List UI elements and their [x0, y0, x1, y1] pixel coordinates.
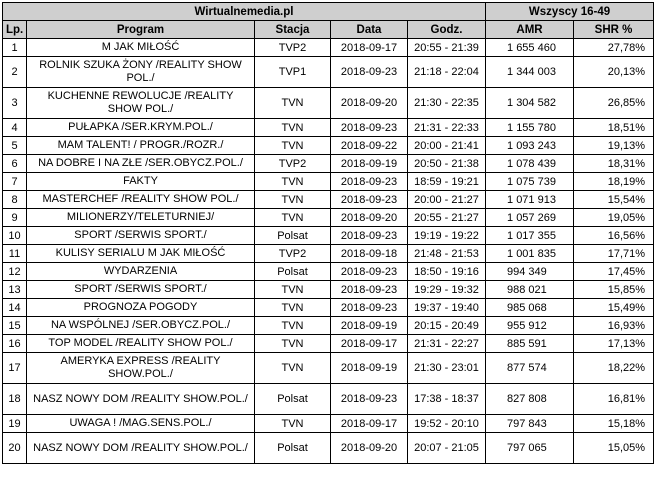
cell-shr: 19,13%: [574, 137, 654, 155]
cell-godz: 20:55 - 21:39: [408, 39, 486, 57]
cell-program: NASZ NOWY DOM /REALITY SHOW.POL./: [27, 384, 255, 415]
cell-amr: 1 078 439: [486, 155, 574, 173]
cell-program: TOP MODEL /REALITY SHOW POL./: [27, 335, 255, 353]
cell-godz: 20:50 - 21:38: [408, 155, 486, 173]
cell-godz: 21:18 - 22:04: [408, 57, 486, 88]
table-row: [3, 137, 654, 155]
cell-data: 2018-09-23: [331, 299, 408, 317]
cell-data: 2018-09-23: [331, 57, 408, 88]
cell-data: 2018-09-23: [331, 384, 408, 415]
cell-amr: 1 304 582: [486, 88, 574, 119]
cell-amr: 1 071 913: [486, 191, 574, 209]
cell-stacja: TVP1: [255, 57, 331, 88]
cell-data: 2018-09-19: [331, 155, 408, 173]
column-header-godz: Godz.: [408, 21, 486, 39]
table-row: [3, 317, 654, 335]
table-row: [3, 173, 654, 191]
table-row: [3, 191, 654, 209]
cell-lp: 18: [3, 384, 27, 415]
cell-lp: 20: [3, 433, 27, 464]
cell-shr: 15,85%: [574, 281, 654, 299]
cell-data: 2018-09-18: [331, 245, 408, 263]
cell-stacja: Polsat: [255, 384, 331, 415]
cell-lp: 16: [3, 335, 27, 353]
cell-lp: 8: [3, 191, 27, 209]
cell-data: 2018-09-23: [331, 281, 408, 299]
cell-shr: 15,18%: [574, 415, 654, 433]
cell-amr: 1 093 243: [486, 137, 574, 155]
cell-program: PROGNOZA POGODY: [27, 299, 255, 317]
cell-lp: 6: [3, 155, 27, 173]
cell-stacja: TVN: [255, 173, 331, 191]
table-header-source: Wirtualnemedia.pl: [3, 3, 486, 21]
cell-amr: 827 808: [486, 384, 574, 415]
cell-godz: 20:00 - 21:27: [408, 191, 486, 209]
cell-stacja: TVN: [255, 353, 331, 384]
cell-program: SPORT /SERWIS SPORT./: [27, 281, 255, 299]
table-row: [3, 39, 654, 57]
cell-lp: 1: [3, 39, 27, 57]
cell-stacja: TVN: [255, 137, 331, 155]
cell-godz: 21:31 - 22:33: [408, 119, 486, 137]
cell-data: 2018-09-17: [331, 39, 408, 57]
cell-stacja: Polsat: [255, 433, 331, 464]
table-header-target: Wszyscy 16-49: [486, 3, 654, 21]
cell-amr: 994 349: [486, 263, 574, 281]
cell-lp: 4: [3, 119, 27, 137]
cell-amr: 1 017 355: [486, 227, 574, 245]
column-header-lp: Lp.: [3, 21, 27, 39]
cell-stacja: TVN: [255, 119, 331, 137]
cell-stacja: TVP2: [255, 39, 331, 57]
cell-stacja: TVN: [255, 415, 331, 433]
cell-godz: 19:19 - 19:22: [408, 227, 486, 245]
table-row: [3, 245, 654, 263]
table-row: [3, 433, 654, 464]
cell-amr: 877 574: [486, 353, 574, 384]
cell-shr: 18,19%: [574, 173, 654, 191]
cell-shr: 18,31%: [574, 155, 654, 173]
cell-program: FAKTY: [27, 173, 255, 191]
cell-shr: 17,71%: [574, 245, 654, 263]
cell-stacja: TVN: [255, 317, 331, 335]
cell-lp: 13: [3, 281, 27, 299]
cell-data: 2018-09-20: [331, 433, 408, 464]
column-header-amr: AMR: [486, 21, 574, 39]
cell-program: NA DOBRE I NA ZŁE /SER.OBYCZ.POL./: [27, 155, 255, 173]
cell-stacja: TVP2: [255, 245, 331, 263]
cell-data: 2018-09-23: [331, 227, 408, 245]
cell-data: 2018-09-23: [331, 191, 408, 209]
column-header-shr: SHR %: [574, 21, 654, 39]
cell-shr: 26,85%: [574, 88, 654, 119]
cell-amr: 1 155 780: [486, 119, 574, 137]
cell-amr: 955 912: [486, 317, 574, 335]
cell-program: NASZ NOWY DOM /REALITY SHOW.POL./: [27, 433, 255, 464]
ratings-table: [2, 2, 654, 464]
cell-data: 2018-09-17: [331, 335, 408, 353]
cell-shr: 27,78%: [574, 39, 654, 57]
cell-shr: 19,05%: [574, 209, 654, 227]
cell-lp: 2: [3, 57, 27, 88]
cell-godz: 20:55 - 21:27: [408, 209, 486, 227]
table-row: [3, 299, 654, 317]
cell-data: 2018-09-19: [331, 353, 408, 384]
cell-shr: 20,13%: [574, 57, 654, 88]
cell-stacja: TVN: [255, 335, 331, 353]
table-row: [3, 335, 654, 353]
cell-amr: 1 344 003: [486, 57, 574, 88]
table-row: [3, 155, 654, 173]
cell-lp: 7: [3, 173, 27, 191]
cell-lp: 10: [3, 227, 27, 245]
cell-stacja: TVP2: [255, 155, 331, 173]
cell-program: UWAGA ! /MAG.SENS.POL./: [27, 415, 255, 433]
cell-data: 2018-09-20: [331, 88, 408, 119]
cell-data: 2018-09-23: [331, 173, 408, 191]
table-row: [3, 281, 654, 299]
cell-amr: 1 001 835: [486, 245, 574, 263]
table-row: [3, 88, 654, 119]
column-header-data: Data: [331, 21, 408, 39]
cell-godz: 18:59 - 19:21: [408, 173, 486, 191]
cell-godz: 20:07 - 21:05: [408, 433, 486, 464]
cell-amr: 885 591: [486, 335, 574, 353]
cell-lp: 17: [3, 353, 27, 384]
cell-godz: 19:52 - 20:10: [408, 415, 486, 433]
cell-godz: 18:50 - 19:16: [408, 263, 486, 281]
cell-lp: 3: [3, 88, 27, 119]
cell-program: MAM TALENT! / PROGR./ROZR./: [27, 137, 255, 155]
cell-lp: 11: [3, 245, 27, 263]
cell-shr: 18,22%: [574, 353, 654, 384]
cell-data: 2018-09-23: [331, 263, 408, 281]
cell-amr: 1 075 739: [486, 173, 574, 191]
cell-godz: 21:31 - 22:27: [408, 335, 486, 353]
cell-shr: 16,56%: [574, 227, 654, 245]
table-row: [3, 353, 654, 384]
cell-amr: 797 065: [486, 433, 574, 464]
cell-program: KUCHENNE REWOLUCJE /REALITY SHOW POL./: [27, 88, 255, 119]
cell-data: 2018-09-20: [331, 209, 408, 227]
cell-godz: 20:00 - 21:41: [408, 137, 486, 155]
cell-godz: 17:38 - 18:37: [408, 384, 486, 415]
column-header-stacja: Stacja: [255, 21, 331, 39]
cell-program: MASTERCHEF /REALITY SHOW POL./: [27, 191, 255, 209]
cell-amr: 797 843: [486, 415, 574, 433]
cell-data: 2018-09-23: [331, 119, 408, 137]
cell-program: WYDARZENIA: [27, 263, 255, 281]
cell-data: 2018-09-19: [331, 317, 408, 335]
table-row: [3, 119, 654, 137]
cell-program: KULISY SERIALU M JAK MIŁOŚĆ: [27, 245, 255, 263]
table-row: [3, 209, 654, 227]
cell-lp: 15: [3, 317, 27, 335]
table-row: [3, 415, 654, 433]
table-body: [3, 39, 654, 464]
cell-godz: 19:37 - 19:40: [408, 299, 486, 317]
cell-amr: 1 057 269: [486, 209, 574, 227]
column-header-program: Program: [27, 21, 255, 39]
cell-stacja: Polsat: [255, 263, 331, 281]
cell-stacja: Polsat: [255, 227, 331, 245]
cell-amr: 1 655 460: [486, 39, 574, 57]
cell-lp: 5: [3, 137, 27, 155]
cell-shr: 15,05%: [574, 433, 654, 464]
cell-program: SPORT /SERWIS SPORT./: [27, 227, 255, 245]
cell-program: MILIONERZY/TELETURNIEJ/: [27, 209, 255, 227]
cell-stacja: TVN: [255, 191, 331, 209]
cell-program: AMERYKA EXPRESS /REALITY SHOW.POL./: [27, 353, 255, 384]
cell-godz: 21:30 - 23:01: [408, 353, 486, 384]
cell-amr: 985 068: [486, 299, 574, 317]
cell-shr: 16,81%: [574, 384, 654, 415]
table-row: [3, 57, 654, 88]
cell-data: 2018-09-22: [331, 137, 408, 155]
cell-lp: 12: [3, 263, 27, 281]
cell-program: NA WSPÓLNEJ /SER.OBYCZ.POL./: [27, 317, 255, 335]
cell-stacja: TVN: [255, 209, 331, 227]
cell-shr: 17,45%: [574, 263, 654, 281]
cell-program: PUŁAPKA /SER.KRYM.POL./: [27, 119, 255, 137]
cell-shr: 15,54%: [574, 191, 654, 209]
cell-godz: 19:29 - 19:32: [408, 281, 486, 299]
cell-lp: 9: [3, 209, 27, 227]
cell-stacja: TVN: [255, 299, 331, 317]
cell-stacja: TVN: [255, 88, 331, 119]
cell-lp: 14: [3, 299, 27, 317]
cell-data: 2018-09-17: [331, 415, 408, 433]
cell-shr: 16,93%: [574, 317, 654, 335]
table-row: [3, 384, 654, 415]
cell-godz: 20:15 - 20:49: [408, 317, 486, 335]
table-row: [3, 227, 654, 245]
cell-program: ROLNIK SZUKA ŻONY /REALITY SHOW POL./: [27, 57, 255, 88]
cell-program: M JAK MIŁOŚĆ: [27, 39, 255, 57]
table-row: [3, 263, 654, 281]
cell-lp: 19: [3, 415, 27, 433]
cell-stacja: TVN: [255, 281, 331, 299]
cell-shr: 17,13%: [574, 335, 654, 353]
cell-godz: 21:48 - 21:53: [408, 245, 486, 263]
cell-shr: 15,49%: [574, 299, 654, 317]
cell-amr: 988 021: [486, 281, 574, 299]
cell-godz: 21:30 - 22:35: [408, 88, 486, 119]
cell-shr: 18,51%: [574, 119, 654, 137]
